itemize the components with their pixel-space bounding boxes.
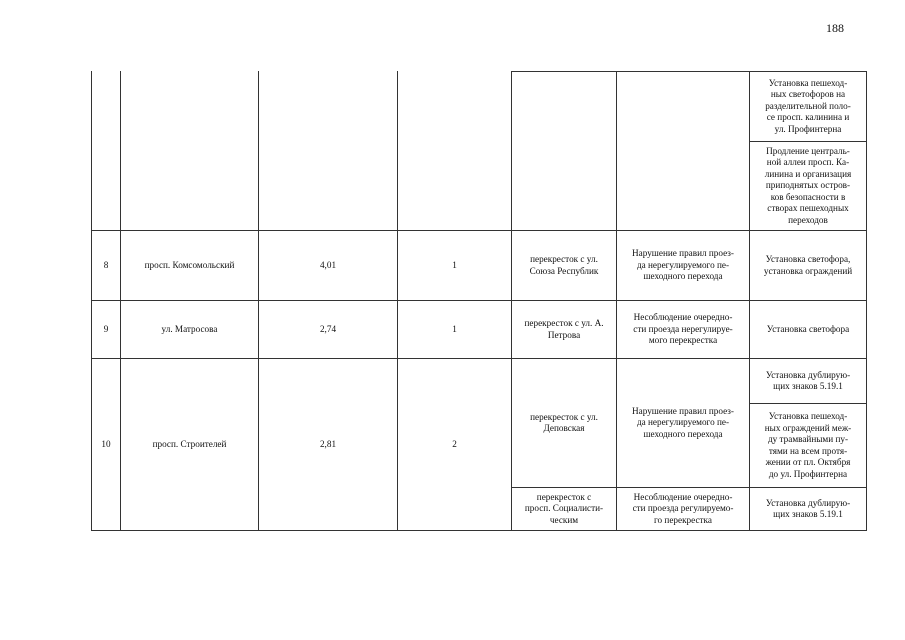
cell-text: Установка светофора bbox=[766, 323, 850, 334]
violation-cell bbox=[617, 359, 749, 487]
length-value: 2,81 bbox=[319, 438, 337, 449]
measure-cell bbox=[750, 72, 866, 141]
measure-cell bbox=[750, 488, 866, 530]
count-value: 2 bbox=[452, 438, 457, 449]
cell-text: Установка дублирую- щих знаков 5.19.1 bbox=[765, 497, 851, 519]
cell-text: Несоблюдение очередно- сти проезда нерегулируе- мого перекрестка bbox=[633, 312, 733, 346]
cell-text: Установка дублирую- щих знаков 5.19.1 bbox=[765, 369, 851, 391]
row-number: 10 bbox=[101, 438, 111, 449]
location-cell bbox=[512, 359, 616, 487]
measure-cell bbox=[750, 231, 866, 300]
location-cell bbox=[512, 231, 616, 300]
cell-text: Нарушение правил проез- да нерегулируемого пе- шеходного перехода bbox=[632, 248, 734, 282]
violation-cell bbox=[617, 301, 749, 358]
cell-text: перекресток с ул. Союза Республик bbox=[529, 254, 599, 276]
location-cell bbox=[512, 488, 616, 530]
cell-text: перекресток с ул. Деповская bbox=[530, 411, 598, 433]
cell-text: Продление централь- ной аллеи просп. Ка- линина и организация приподнятых остров- ков безопасности в створах пешеходных переходов bbox=[764, 145, 852, 225]
measure-cell bbox=[750, 404, 866, 487]
violation-cell bbox=[617, 231, 749, 300]
cell-text: перекресток с ул. А. Петрова bbox=[524, 318, 604, 340]
street-name: ул. Матросова bbox=[161, 323, 218, 334]
page-number: 188 bbox=[826, 21, 844, 35]
count-value: 1 bbox=[452, 323, 457, 334]
measure-cell bbox=[750, 142, 866, 230]
row-number: 8 bbox=[103, 259, 109, 270]
cell-text: Нарушение правил проез- да нерегулируемого пе- шеходного перехода bbox=[632, 405, 734, 439]
cell-text: Установка пешеход- ных ограждений меж- ду трамвайными пу- тями на всем протя- жении от пл. Октября до ул. Профинтерна bbox=[764, 411, 852, 479]
count-value: 1 bbox=[452, 259, 457, 270]
street-name: просп. Комсомольский bbox=[144, 259, 235, 270]
length-value: 2,74 bbox=[319, 323, 337, 334]
cell-text: Установка светофора, установка ограждений bbox=[763, 254, 853, 276]
measure-cell bbox=[750, 359, 866, 403]
street-name: просп. Строителей bbox=[152, 438, 227, 449]
row-number: 9 bbox=[103, 323, 109, 334]
cell-text: перекресток с просп. Социалисти- ческим bbox=[524, 491, 604, 525]
measure-cell bbox=[750, 301, 866, 358]
length-value: 4,01 bbox=[319, 259, 337, 270]
location-cell bbox=[512, 301, 616, 358]
cell-text: Установка пешеход- ных светофоров на разделительной поло- се просп. калинина и ул. Профинтерна bbox=[765, 77, 851, 134]
violation-cell bbox=[617, 488, 749, 530]
cell-text: Несоблюдение очередно- сти проезда регулируемо- го перекрестка bbox=[632, 491, 734, 525]
